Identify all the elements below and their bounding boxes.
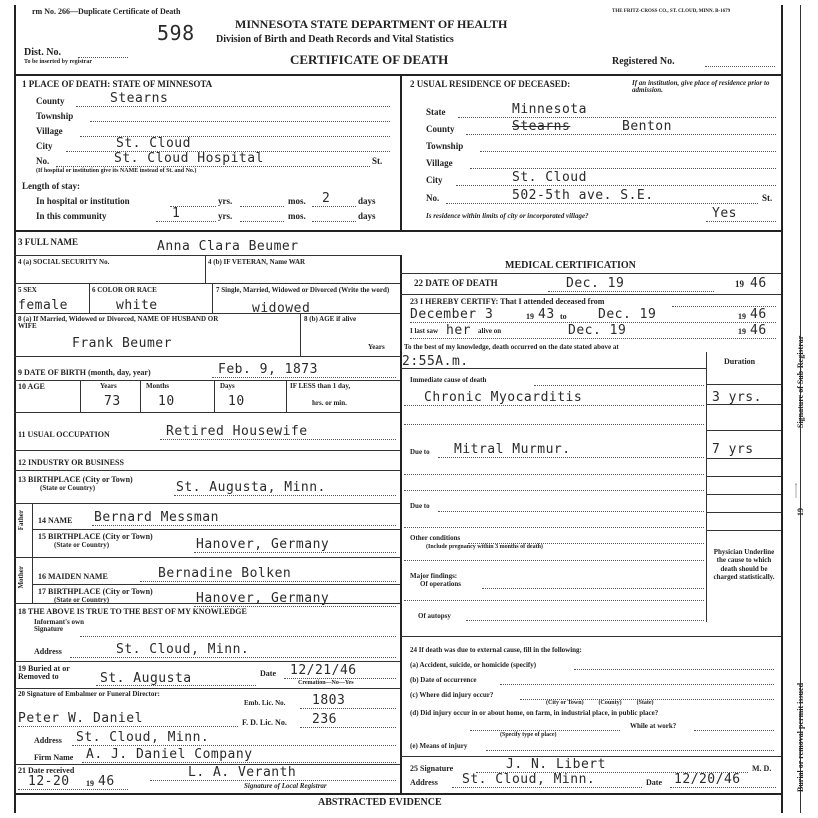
hospital-stay-label: In hospital or institution bbox=[36, 196, 130, 206]
mother-birthplace-label: 17 BIRTHPLACE (City or Town) bbox=[38, 587, 153, 596]
registrar-label: Signature of Local Registrar bbox=[244, 782, 327, 790]
pod-hospital: St. Cloud Hospital bbox=[114, 151, 264, 166]
dob-label: 9 DATE OF BIRTH (month, day, year) bbox=[18, 368, 151, 377]
section-rule-1 bbox=[14, 230, 782, 232]
burial-date: 12/21/46 bbox=[290, 663, 357, 678]
pod-hospital-note: (If hospital or institution give its NAME instead of St. and No.) bbox=[36, 168, 197, 174]
footer-rule bbox=[14, 793, 782, 795]
director-address: St. Cloud, Minn. bbox=[76, 730, 210, 745]
place-of-death-heading: 1 PLACE OF DEATH: STATE OF MINNESOTA bbox=[22, 79, 213, 89]
pod-county: Stearns bbox=[110, 91, 169, 106]
res-city-line bbox=[456, 185, 776, 186]
external-c-sub: (City or Town) (County) (State) bbox=[546, 700, 654, 706]
birthplace-sub: (State or Country) bbox=[40, 484, 96, 492]
md-label: M. D. bbox=[752, 764, 772, 773]
due-to-1-line bbox=[438, 457, 704, 458]
funeral-director: Peter W. Daniel bbox=[18, 711, 143, 726]
last-saw-label: I last saw bbox=[410, 327, 439, 335]
res-city: St. Cloud bbox=[512, 170, 587, 185]
res-no-label: No. bbox=[426, 193, 440, 203]
immediate-cause-duration: 3 yrs. bbox=[712, 390, 762, 405]
cremation-label: Cremation—No—Yes bbox=[298, 680, 354, 686]
due-to-line-3 bbox=[404, 490, 704, 491]
informant-address-line bbox=[70, 657, 396, 658]
date-of-birth: Feb. 9, 1873 bbox=[218, 362, 318, 377]
age-divider-3 bbox=[214, 380, 215, 412]
date-received-line bbox=[18, 789, 128, 790]
row-rule-mother-name bbox=[32, 584, 400, 585]
attended-to-year: 46 bbox=[750, 307, 767, 322]
res-village-line bbox=[470, 168, 776, 169]
res-county-line bbox=[466, 134, 776, 135]
date-received: 12-20 bbox=[28, 774, 70, 789]
ssn-label: 4 (a) SOCIAL SECURITY No. bbox=[18, 258, 110, 266]
duration-rule-7 bbox=[706, 512, 781, 513]
father-name-line bbox=[92, 525, 396, 526]
age-months-label: Months bbox=[146, 382, 169, 390]
occupation-line bbox=[160, 439, 396, 440]
section-divider-main bbox=[400, 255, 402, 793]
informant-signature-line bbox=[80, 636, 396, 637]
external-b-label: (b) Date of occurrence bbox=[410, 676, 477, 684]
date-of-death-label: 22 DATE OF DEATH bbox=[414, 278, 498, 288]
physician-address: St. Cloud, Minn. bbox=[462, 772, 596, 787]
pod-city-label: City bbox=[36, 141, 53, 151]
community-stay-mos-label: mos. bbox=[288, 211, 306, 221]
while-at-work-label: While at work? bbox=[630, 722, 677, 730]
burial-place: St. Augusta bbox=[100, 671, 192, 686]
autopsy-label: Of autopsy bbox=[418, 612, 451, 620]
father-birthplace-line bbox=[194, 552, 396, 553]
attended-to-label: to bbox=[560, 312, 567, 321]
last-saw-line bbox=[410, 338, 776, 339]
age-divider-2 bbox=[140, 380, 141, 412]
local-registrar: L. A. Veranth bbox=[188, 765, 297, 780]
abstracted-evidence: ABSTRACTED EVIDENCE bbox=[318, 797, 442, 808]
operations-line bbox=[482, 588, 704, 589]
age-label: 10 AGE bbox=[18, 382, 45, 391]
row-rule-ssn bbox=[14, 283, 400, 284]
res-county-correction: Benton bbox=[622, 119, 672, 134]
attended-to: Dec. 19 bbox=[598, 307, 657, 322]
due-to-2-line bbox=[438, 511, 704, 512]
row-rule-age bbox=[14, 412, 400, 413]
pod-county-label: County bbox=[36, 96, 65, 106]
pregnancy-note: (Include pregnancy within 3 months of death) bbox=[426, 544, 543, 550]
father-birthplace: Hanover, Germany bbox=[196, 537, 330, 552]
row-rule-father bbox=[14, 557, 400, 558]
attended-from-year: 43 bbox=[538, 307, 555, 322]
director-address-line bbox=[72, 745, 396, 746]
row-rule-name bbox=[14, 255, 400, 256]
occupation: Retired Housewife bbox=[166, 424, 308, 439]
buried-label: 19 Buried at or Removed to bbox=[18, 664, 70, 681]
firm-label: Firm Name bbox=[34, 753, 74, 762]
age-months: 10 bbox=[158, 394, 175, 409]
res-state-label: State bbox=[426, 107, 446, 117]
director-address-label: Address bbox=[34, 736, 62, 745]
medical-heading: MEDICAL CERTIFICATION bbox=[505, 260, 636, 271]
burial-date-label: Date bbox=[260, 669, 276, 678]
within-limits: Yes bbox=[712, 206, 737, 221]
duration-rule-4 bbox=[706, 458, 781, 459]
mother-birthplace-sub: (State or Country) bbox=[54, 596, 110, 604]
sex: female bbox=[18, 298, 68, 313]
registered-no-label: Registered No. bbox=[612, 56, 675, 67]
occupation-label: 11 USUAL OCCUPATION bbox=[18, 430, 110, 439]
hospital-stay-mos-label: mos. bbox=[288, 196, 306, 206]
age-years: 73 bbox=[104, 394, 121, 409]
knowledge-label: To the best of my knowledge, death occurred on the date stated above at bbox=[404, 343, 619, 351]
while-at-work-line bbox=[694, 730, 774, 731]
age-divider-4 bbox=[286, 380, 287, 412]
birthplace-line bbox=[174, 495, 396, 496]
color-divider bbox=[212, 283, 213, 313]
physician-signature: J. N. Libert bbox=[506, 757, 606, 772]
due-to-line-2 bbox=[404, 474, 704, 475]
date-of-death-line bbox=[548, 291, 714, 292]
birthplace: St. Augusta, Minn. bbox=[176, 480, 326, 495]
duration-rule-8 bbox=[706, 530, 781, 531]
funeral-director-line bbox=[18, 726, 238, 727]
father-name-label: 14 NAME bbox=[38, 516, 73, 525]
operations-label: Of operations bbox=[420, 580, 462, 588]
community-stay-days-line bbox=[312, 221, 356, 222]
date-received-year-prefix: 19 bbox=[86, 779, 94, 788]
date-of-death-year: 46 bbox=[750, 276, 767, 291]
age-days: 10 bbox=[228, 394, 245, 409]
physician-date: 12/20/46 bbox=[674, 772, 741, 787]
external-e-label: (e) Means of injury bbox=[410, 742, 468, 750]
hospital-stay-mos: 2 bbox=[322, 191, 331, 206]
age-divider-1 bbox=[80, 380, 81, 412]
external-b-line bbox=[500, 684, 774, 685]
cause-line-2 bbox=[404, 424, 704, 425]
external-d-line bbox=[470, 730, 620, 731]
duration-divider bbox=[706, 352, 707, 622]
date-of-death: Dec. 19 bbox=[566, 276, 625, 291]
dist-no-label: Dist. No. bbox=[24, 47, 61, 58]
spouse-years-label: Years bbox=[368, 343, 385, 351]
physician-date-line bbox=[670, 787, 776, 788]
firm-name: A. J. Daniel Company bbox=[86, 747, 253, 762]
dist-no-note: To be inserted by registrar bbox=[24, 59, 92, 65]
within-limits-line bbox=[706, 221, 776, 222]
pod-county-line bbox=[76, 106, 390, 107]
immediate-cause-label: Immediate cause of death bbox=[410, 376, 487, 384]
physician-note: Physician Underline the cause to which death should be charged statistically. bbox=[713, 548, 775, 582]
row-rule-burial bbox=[14, 688, 400, 689]
informant-address-label: Address bbox=[34, 647, 62, 656]
emb-lic-label: Emb. Lic. No. bbox=[244, 699, 286, 707]
hospital-stay-mos-line bbox=[240, 206, 284, 207]
community-stay-yrs-label: yrs. bbox=[218, 211, 233, 221]
printer-credit: THE FRITZ-CROSS CO., ST. CLOUD, MINN. B-1679 bbox=[612, 9, 731, 14]
last-saw-year-prefix: 19 bbox=[738, 327, 746, 336]
spouse-divider bbox=[300, 313, 301, 356]
duration-label: Duration bbox=[724, 357, 756, 366]
res-village-label: Village bbox=[426, 158, 453, 168]
residence-heading: 2 USUAL RESIDENCE OF DECEASED: bbox=[410, 79, 571, 89]
color-race: white bbox=[116, 298, 158, 313]
father-side-label: Father bbox=[17, 510, 25, 531]
res-township-label: Township bbox=[426, 141, 464, 151]
mother-maiden-name: Bernadine Bolken bbox=[158, 566, 292, 581]
father-birthplace-sub: (State or Country) bbox=[54, 541, 110, 549]
informant-label: 18 THE ABOVE IS TRUE TO THE BEST OF MY KNOWLEDGE bbox=[18, 607, 247, 616]
duration-rule-1 bbox=[706, 384, 781, 385]
form-number: rm No. 266—Duplicate Certificate of Death bbox=[32, 7, 181, 16]
burial-place-line bbox=[96, 685, 256, 686]
institution-note: If an institution, give place of residence prior to admission. bbox=[632, 79, 770, 94]
registrar-line bbox=[150, 780, 396, 781]
time-of-death: 2:55A.m. bbox=[402, 354, 469, 369]
last-saw-year: 46 bbox=[750, 323, 767, 338]
duration-rule-6 bbox=[706, 494, 781, 495]
industry-label: 12 INDUSTRY OR BUSINESS bbox=[18, 458, 124, 467]
community-stay-mos-line bbox=[240, 221, 284, 222]
major-findings-label: Major findings: bbox=[410, 572, 458, 580]
full-name: Anna Clara Beumer bbox=[157, 239, 299, 254]
mother-name-label: 16 MAIDEN NAME bbox=[38, 572, 108, 581]
parents-divider bbox=[32, 503, 33, 603]
mother-side-label: Mother bbox=[17, 566, 25, 589]
row-rule-informant bbox=[14, 661, 400, 662]
due-to-2-line-b bbox=[404, 527, 704, 528]
marital-status: widowed bbox=[252, 301, 311, 316]
date-received-label: 21 Date received bbox=[18, 766, 75, 775]
row-rule-time bbox=[400, 368, 706, 369]
community-stay-label: In this community bbox=[36, 211, 107, 221]
father-name: Bernard Messman bbox=[94, 510, 219, 525]
pod-no-label: No. bbox=[36, 156, 50, 166]
res-county-label: County bbox=[426, 124, 455, 134]
within-limits-label: Is residence within limits of city or incorporated village? bbox=[426, 212, 589, 220]
community-stay-yrs-line bbox=[156, 221, 216, 222]
res-state: Minnesota bbox=[512, 102, 587, 117]
department-title: MINNESOTA STATE DEPARTMENT OF HEALTH bbox=[235, 17, 508, 31]
autopsy-line bbox=[466, 620, 704, 621]
section-divider-top bbox=[400, 74, 402, 230]
certify-label: 23 I HEREBY CERTIFY: That I attended deceased from bbox=[410, 297, 605, 306]
external-d-sub: (Specify type of place) bbox=[500, 732, 557, 738]
physician-address-label: Address bbox=[410, 778, 438, 787]
row-rule-medical-heading bbox=[400, 273, 781, 274]
age-days-label: Days bbox=[220, 382, 235, 390]
emb-lic-line bbox=[300, 708, 396, 709]
duration-rule-5 bbox=[706, 476, 781, 477]
hospital-stay-yrs-label: yrs. bbox=[218, 196, 233, 206]
immediate-cause-label-line bbox=[534, 385, 704, 386]
mother-birthplace: Hanover, Germany bbox=[196, 591, 330, 606]
division-title: Division of Birth and Death Records and Vital Statistics bbox=[216, 34, 454, 45]
spouse-age-label: 8 (b) AGE if alive bbox=[304, 315, 357, 323]
external-heading: 24 If death was due to external cause, fill in the following: bbox=[410, 646, 582, 654]
attended-to-year-prefix: 19 bbox=[738, 312, 746, 321]
hospital-stay-days-line bbox=[312, 206, 356, 207]
sub-registrar-line bbox=[796, 484, 797, 498]
duration-rule-2 bbox=[706, 404, 781, 405]
res-county: Stearns bbox=[512, 119, 571, 134]
row-rule-spouse bbox=[14, 356, 400, 357]
alive-on-label: alive on bbox=[478, 327, 502, 335]
burial-permit-label: Burial or removal permit issued bbox=[796, 682, 805, 792]
length-of-stay-label: Length of stay: bbox=[22, 181, 80, 191]
sex-divider bbox=[89, 283, 90, 313]
right-border bbox=[781, 5, 783, 813]
dist-no-line bbox=[78, 57, 128, 58]
row-rule-date-of-death bbox=[400, 294, 781, 295]
sex-label: 5 SEX bbox=[18, 286, 37, 294]
immediate-cause-line bbox=[404, 405, 704, 406]
ssn-divider bbox=[205, 255, 206, 283]
color-label: 6 COLOR OR RACE bbox=[92, 286, 157, 294]
registered-no-line bbox=[705, 66, 775, 67]
hospital-stay-days-label: days bbox=[358, 196, 376, 206]
marital-label: 7 Single, Married, Widowed or Divorced (Write the word) bbox=[216, 286, 390, 294]
row-rule-mother bbox=[14, 603, 400, 604]
informant-signature-label: Informant's own Signature bbox=[34, 618, 84, 633]
external-c-label: (c) Where did injury occur? bbox=[410, 691, 494, 699]
res-state-line bbox=[458, 117, 776, 118]
community-stay-yrs: 1 bbox=[172, 206, 181, 221]
fd-lic-line bbox=[300, 727, 396, 728]
physician-signature-label: 25 Signature bbox=[410, 764, 454, 773]
fd-lic-number: 236 bbox=[312, 712, 337, 727]
immediate-cause: Chronic Myocarditis bbox=[424, 390, 583, 405]
due-to-label-1: Due to bbox=[410, 448, 430, 456]
res-township-line bbox=[480, 151, 776, 152]
less-than-day-label: IF LESS than 1 day, bbox=[290, 382, 351, 390]
attended-from-year-prefix: 19 bbox=[526, 312, 534, 321]
hrs-min-label: hrs. or min. bbox=[312, 399, 347, 407]
certificate-title: CERTIFICATE OF DEATH bbox=[290, 52, 449, 67]
date-of-death-year-prefix: 19 bbox=[735, 279, 744, 289]
row-rule-dob bbox=[14, 380, 400, 381]
physician-date-label: Date bbox=[646, 778, 662, 787]
last-saw-pronoun: her bbox=[446, 323, 471, 338]
external-e-line bbox=[486, 750, 774, 751]
res-city-label: City bbox=[426, 175, 443, 185]
res-no-line bbox=[446, 203, 758, 204]
community-stay-days-label: days bbox=[358, 211, 376, 221]
external-a-label: (a) Accident, suicide, or homicide (specify) bbox=[410, 661, 537, 669]
firm-line bbox=[82, 762, 396, 763]
age-years-label: Years bbox=[100, 382, 117, 390]
emb-lic-number: 1803 bbox=[312, 693, 346, 708]
spouse-label: 8 (a) If Married, Widowed or Divorced, NAME OF HUSBAND OR WIFE bbox=[18, 315, 219, 330]
margin-year-prefix: 19 bbox=[796, 508, 805, 516]
duration-rule-3 bbox=[706, 430, 781, 431]
row-rule-father-name bbox=[32, 529, 400, 530]
full-name-label: 3 FULL NAME bbox=[18, 237, 79, 247]
pod-village-label: Village bbox=[36, 126, 63, 136]
last-saw-date: Dec. 19 bbox=[568, 323, 627, 338]
certificate-number: 598 bbox=[157, 21, 195, 45]
header-rule bbox=[14, 74, 782, 76]
informant-address: St. Cloud, Minn. bbox=[116, 642, 250, 657]
physician-address-line bbox=[452, 787, 642, 788]
row-rule-occupation bbox=[14, 450, 400, 451]
birthplace-label: 13 BIRTHPLACE (City or Town) bbox=[18, 475, 133, 484]
external-a-line bbox=[574, 669, 774, 670]
other-conditions-line-2 bbox=[404, 560, 704, 561]
attended-from: December 3 bbox=[410, 307, 494, 322]
pod-city: St. Cloud bbox=[116, 136, 191, 151]
due-to-1-duration: 7 yrs bbox=[712, 442, 754, 457]
dob-line bbox=[212, 377, 396, 378]
row-rule-birthplace bbox=[14, 503, 400, 504]
row-rule-sex bbox=[14, 313, 400, 314]
external-d-label: (d) Did injury occur in or about home, on farm, in industrial place, in public place? bbox=[410, 709, 659, 717]
spouse-name: Frank Beumer bbox=[72, 336, 172, 351]
due-to-1: Mitral Murmur. bbox=[454, 442, 571, 457]
burial-date-line bbox=[284, 678, 396, 679]
pod-no-line bbox=[56, 166, 370, 167]
fd-lic-label: F. D. Lic. No. bbox=[242, 718, 287, 727]
pod-township-label: Township bbox=[36, 111, 74, 121]
father-birthplace-label: 15 BIRTHPLACE (City or Town) bbox=[38, 532, 153, 541]
due-to-label-2: Due to bbox=[410, 502, 430, 510]
pod-township-line bbox=[90, 121, 390, 122]
date-received-year: 46 bbox=[98, 774, 115, 789]
veteran-label: 4 (b) IF VETERAN, Name WAR bbox=[208, 258, 306, 266]
sub-registrar-label: Signature of Sub-Registrar bbox=[796, 335, 805, 428]
res-street: 502-5th ave. S.E. bbox=[512, 188, 654, 203]
row-rule-medical-body bbox=[400, 636, 781, 637]
mother-name-line bbox=[140, 581, 396, 582]
left-border bbox=[14, 5, 16, 813]
pod-st-label: St. bbox=[372, 156, 383, 166]
other-conditions-label: Other conditions bbox=[410, 534, 461, 542]
operations-line-2 bbox=[404, 600, 704, 601]
embalmer-label: 20 Signature of Embalmer or Funeral Director: bbox=[18, 690, 160, 698]
res-st-label: St. bbox=[762, 193, 773, 203]
row-rule-industry bbox=[14, 470, 400, 471]
